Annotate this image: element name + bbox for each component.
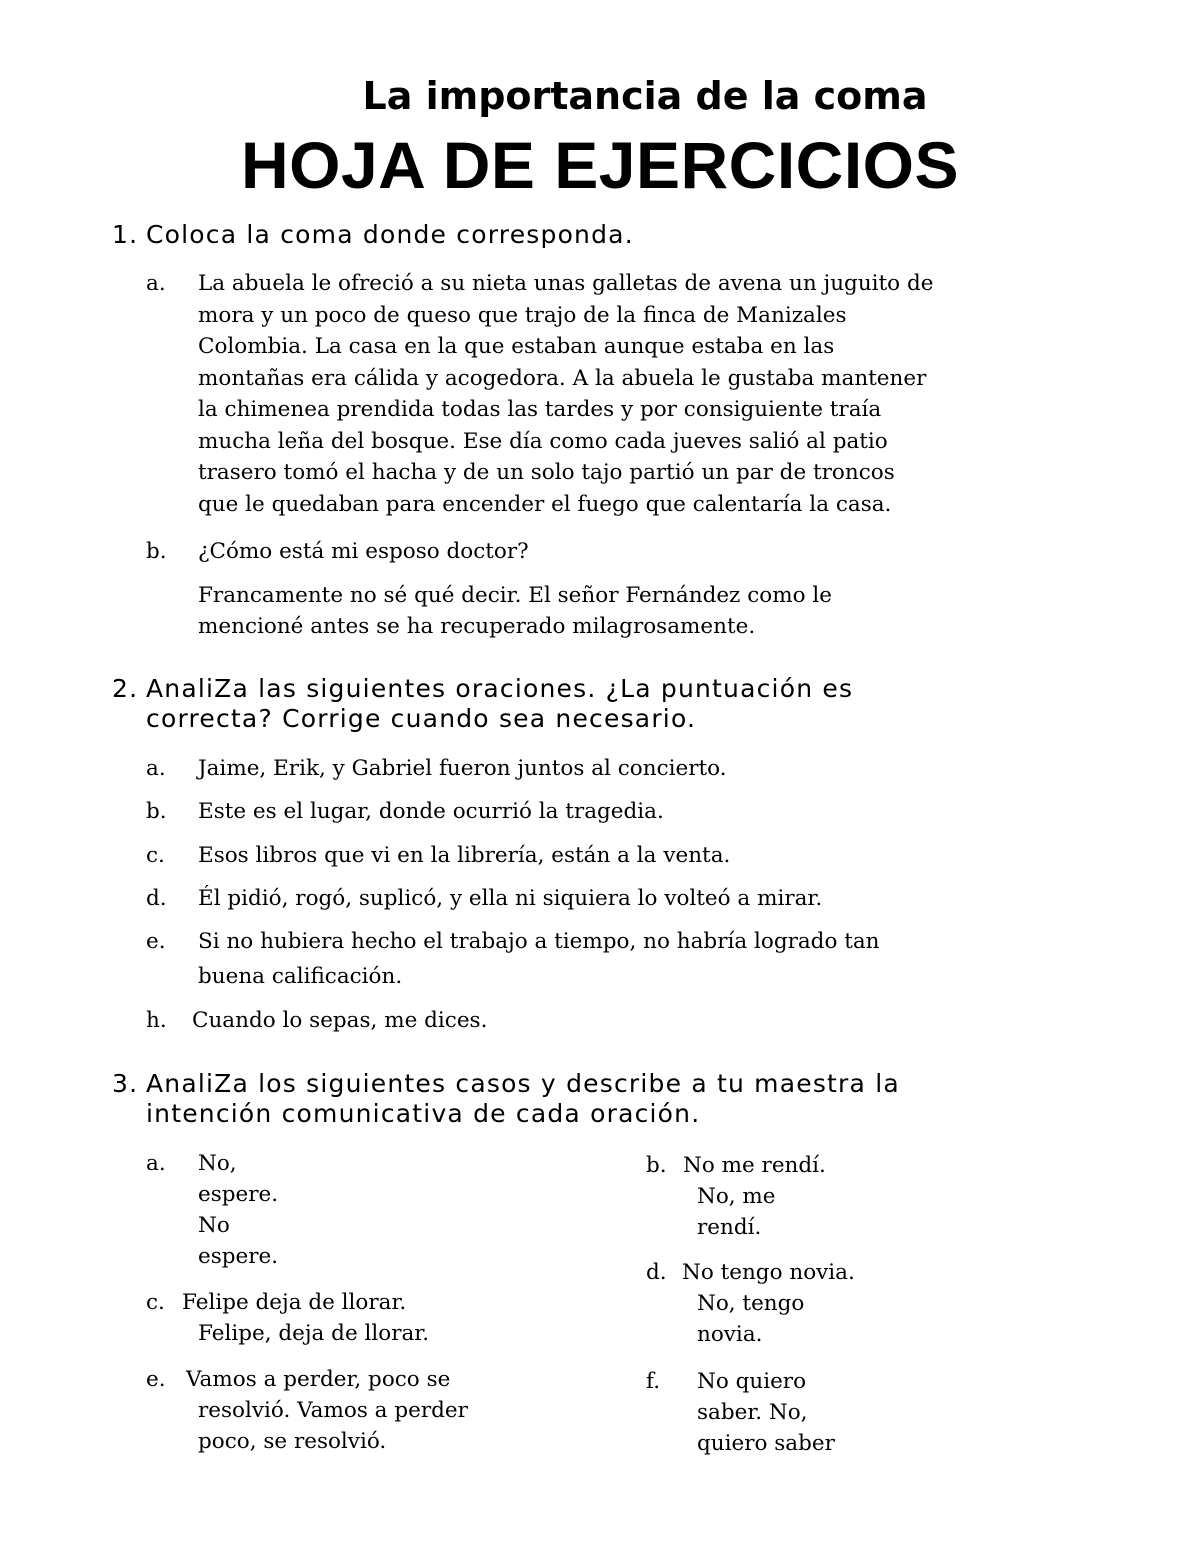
item-letter: e. [146, 1367, 166, 1392]
text-line: que le quedaban para encender el fuego que calentaría la casa. [198, 491, 892, 517]
case-a [146, 1148, 278, 1272]
text-line: espere. [198, 1244, 279, 1269]
text-line: No, me [697, 1184, 776, 1209]
question-text [146, 1069, 900, 1129]
exercise-1b [146, 536, 832, 643]
case-c [146, 1287, 429, 1349]
text-line: Colombia. La casa en la que estaban aunque estaba en las [198, 334, 835, 359]
case-e [146, 1364, 468, 1457]
text-line: poco, se resolvió. [198, 1429, 387, 1454]
text-line: quiero saber [697, 1431, 835, 1456]
text-line: la chimenea prendida todas las tardes y por consiguiente traía [198, 397, 882, 422]
item-letter: b. [646, 1153, 667, 1178]
text-line: novia. [697, 1322, 763, 1347]
exercise-2e [146, 926, 880, 992]
worksheet-subtitle: La importancia de la coma [362, 74, 928, 118]
item-letter: a. [146, 1151, 166, 1176]
case-d [646, 1257, 855, 1350]
item-body: Jaime, Erik, y Gabriel fueron juntos al concierto. [198, 756, 727, 781]
item-letter: d. [146, 886, 167, 911]
text-line: No quiero [697, 1369, 807, 1394]
item-letter: c. [146, 1290, 165, 1315]
text-line: resolvió. Vamos a perder [198, 1398, 468, 1423]
text-line: correcta? Corrige cuando sea necesario. [146, 704, 697, 733]
text-line: No, tengo [697, 1291, 805, 1316]
question-1 [112, 220, 634, 250]
text-line: No [198, 1213, 230, 1238]
text-line: La abuela le ofreció a su nieta unas galletas de avena un juguito de [198, 271, 934, 296]
text-line: No, [198, 1151, 237, 1176]
worksheet-title: HOJA DE EJERCICIOS [240, 128, 960, 202]
item-letter: h. [146, 1008, 167, 1033]
text-line: mora y un poco de queso que trajo de la finca de Manizales [198, 302, 847, 328]
case-b [646, 1150, 826, 1243]
question-2 [112, 674, 853, 734]
exercise-2c [146, 840, 730, 872]
text-line: montañas era cálida y acogedora. A la abuela le gustaba mantener [198, 365, 927, 391]
item-letter: a. [146, 756, 166, 781]
text-line: Si no hubiera hecho el trabajo a tiempo, no habría logrado tan [198, 929, 880, 954]
item-body: Cuando lo sepas, me dices. [192, 1008, 488, 1033]
item-body [198, 268, 933, 520]
exercise-1a [146, 268, 933, 520]
item-letter: e. [146, 929, 166, 954]
case-f [646, 1366, 835, 1459]
text-line: buena calificación. [198, 963, 403, 989]
question-3 [112, 1069, 900, 1129]
exercise-2a [146, 753, 727, 785]
text-line: No tengo novia. [682, 1260, 855, 1285]
question-text [146, 674, 853, 734]
question-number: 1. [112, 220, 139, 249]
text-line: mucha leña del bosque. Ese día como cada jueves salió al patio [198, 428, 888, 454]
item-letter: f. [646, 1369, 661, 1394]
item-body: Él pidió, rogó, suplicó, y ella ni siquiera lo volteó a mirar. [198, 886, 823, 911]
text-line: espere. [198, 1182, 279, 1207]
text-line: ¿Cómo está mi esposo doctor? [198, 539, 529, 564]
text-line: intención comunicativa de cada oración. [146, 1099, 701, 1128]
text-line: Felipe deja de llorar. [182, 1290, 407, 1315]
item-letter: d. [646, 1260, 667, 1285]
item-body: Esos libros que vi en la librería, están a la venta. [198, 843, 731, 868]
text-line: mencioné antes se ha recuperado milagrosamente. [198, 614, 756, 639]
item-letter: c. [146, 843, 165, 868]
text-line: No me rendí. [683, 1153, 826, 1178]
text-line: AnaliZa las siguientes oraciones. ¿La puntuación es [146, 674, 854, 703]
question-number: 3. [112, 1069, 139, 1098]
item-letter: b. [146, 539, 167, 564]
text-line: rendí. [697, 1215, 762, 1240]
item-letter: a. [146, 271, 166, 296]
question-text: Coloca la coma donde corresponda. [146, 220, 634, 249]
exercise-2d [146, 883, 822, 915]
item-body: Este es el lugar, donde ocurrió la tragedia. [198, 799, 664, 824]
item-body [198, 926, 880, 992]
question-number: 2. [112, 674, 139, 703]
exercise-2h [146, 1005, 487, 1037]
text-line: trasero tomó el hacha y de un solo tajo partió un par de troncos [198, 460, 895, 485]
text-line: Felipe, deja de llorar. [198, 1321, 430, 1346]
item-body [198, 536, 832, 643]
text-line: saber. No, [697, 1400, 808, 1425]
text-line: AnaliZa los siguientes casos y describe a tu maestra la [146, 1069, 900, 1098]
item-letter: b. [146, 799, 167, 824]
exercise-2b [146, 796, 664, 828]
text-line: Vamos a perder, poco se [186, 1367, 451, 1392]
text-line: Francamente no sé qué decir. El señor Fernández como le [198, 582, 832, 608]
